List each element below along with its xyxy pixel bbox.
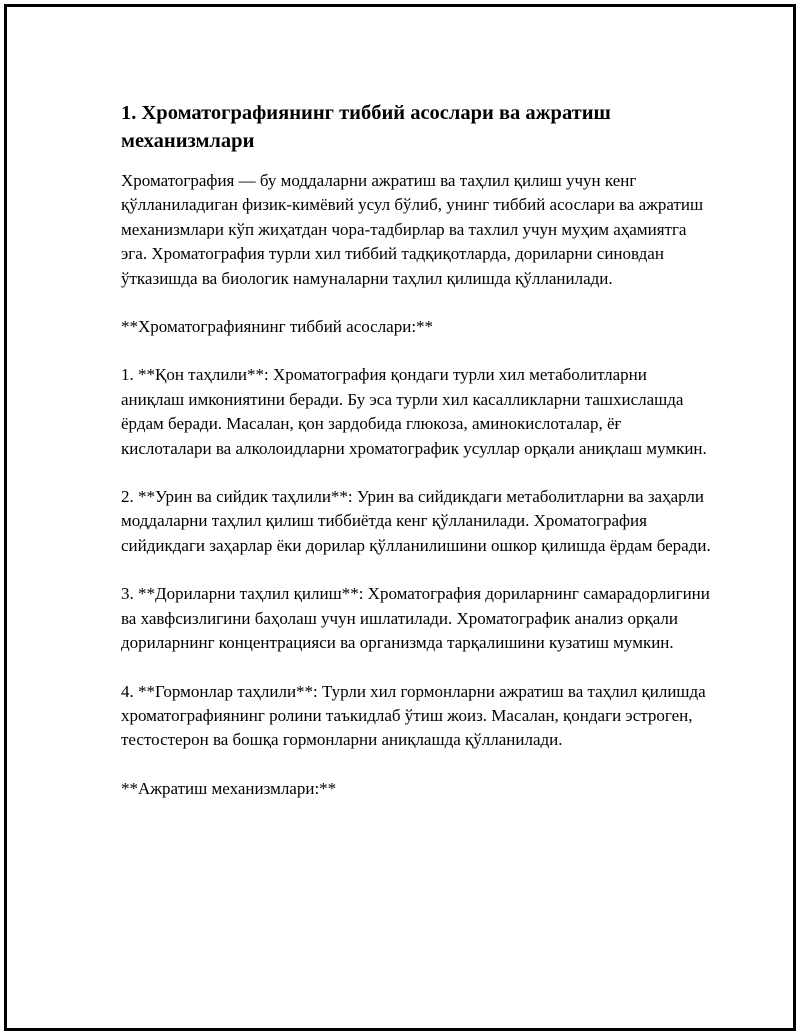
list-item-urine-analysis: 2. **Урин ва сийдик таҳлили**: Урин ва сийдикдаги метаболитларни ва заҳарли моддаларни таҳлил қилиш тиббиётда кенг қўлланилади. Хроматография сийдикдаги заҳарлар ёки дорилар қўлланилишини ошкор қилишда ёрдам беради. — [121, 487, 711, 555]
subheading-medical-basics: **Хроматографиянинг тиббий асослари:** — [121, 317, 434, 337]
list-item-drug-analysis: 3. **Дориларни таҳлил қилиш**: Хроматография дориларнинг самарадорлигини ва хавфсизлигини баҳолаш учун ишлатилади. Хроматографик анализ орқали дориларнинг концентрацияси ва организмда тарқалишини кузатиш мумкин. — [121, 584, 710, 653]
subheading-separation-mechanisms: **Ажратиш механизмлари:** — [121, 778, 337, 798]
intro-paragraph: Хроматография — бу моддаларни ажратиш ва таҳлил қилиш учун кенг қўлланиладиган физик-кимёвий усул бўлиб, унинг тиббий асослари ва ажратиш механизмлари кўп жиҳатдан чора-тадбирлар ва тахлил учун муҳим аҳамиятга эга. Хроматография турли хил тиббий тадқиқотларда, дориларни синовдан ўтказишда ва биологик намуналарни таҳлил қилишда қўлланилади. — [121, 171, 704, 288]
document-body — [121, 99, 711, 825]
list-item-blood-analysis: 1. **Қон таҳлили**: Хроматография қондаги турли хил метаболитларни аниқлаш имкониятини беради. Бу эса турли хил касалликларни ташхислашда ёрдам беради. Масалан, қон зардобида глюкоза, аминокислоталар, ёғ кислоталари ва алколоидларни хроматографик усуллар орқали аниқлаш мумкин. — [121, 365, 707, 458]
section-heading: 1. Хроматографиянинг тиббий асослари ва ажратиш механизмлари — [121, 102, 611, 152]
page-frame — [4, 4, 796, 1031]
list-item-hormone-analysis: 4. **Гормонлар таҳлили**: Турли хил гормонларни ажратиш ва таҳлил қилишда хроматографиянинг ролини таъкидлаб ўтиш жоиз. Масалан, қондаги эстроген, тестостерон ва бошқа гормонларни аниқлашда қўлланилади. — [121, 681, 706, 750]
